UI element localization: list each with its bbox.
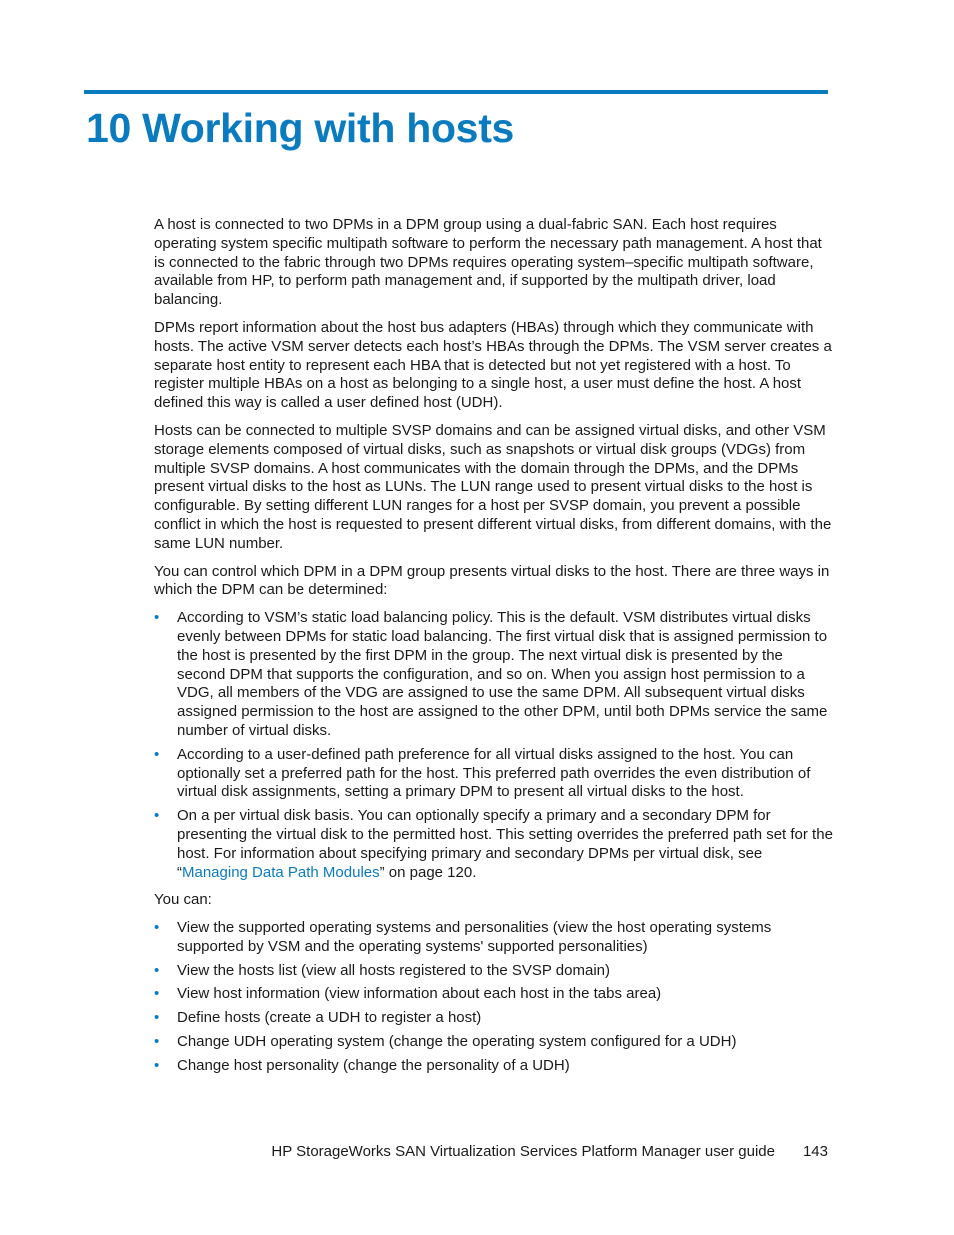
paragraph-dpm-control: You can control which DPM in a DPM group presents virtual disks to the host. There are three ways in which the DPM can be determined: xyxy=(154,562,830,599)
list-item: • According to VSM’s static load balancing policy. This is the default. VSM distributes virtual disks evenly between DPMs for static load balancing. The first virtual disk that is assigned permission to the host is presented by the first DPM in the group. The next virtual disk is presented by the second DPM that supports the configuration, and so on. When you assign host permission to a VDG, all members of the VDG are assigned to use the same DPM. All subsequent virtual disks assigned permission to the host are assigned to the other DPM, until both DPMs service the same number of virtual disks. xyxy=(154,609,834,741)
paragraph-intro: A host is connected to two DPMs in a DPM group using a dual-fabric SAN. Each host requires operating system specific multipath software to perform the necessary path management. A host that is connected to the fabric through two DPMs requires operating system–specific multipath software, available from HP, to perform path management and, if supported by the multipath driver, load balancing. xyxy=(154,216,822,309)
managing-data-path-modules-link[interactable]: Managing Data Path Modules xyxy=(182,863,380,881)
list-item xyxy=(154,807,834,882)
list-item-text: On a per virtual disk basis. You can optionally specify a primary and a secondary DPM for presenting the virtual disk to the permitted host. This setting overrides the preferred path set for the host. For information about specifying primary and secondary DPMs per virtual disk, see “ xyxy=(177,807,833,881)
list-item: • According to a user-defined path preference for all virtual disks assigned to the host. You can optionally set a preferred path for the host. This preferred path overrides the even distribution of virtual disk assignments, setting a primary DPM to present all virtual disks to the host. xyxy=(154,746,834,802)
you-can-label: You can: xyxy=(154,891,212,909)
list-item: • Change host personality (change the personality of a UDH) xyxy=(154,1057,834,1076)
paragraph-domains: Hosts can be connected to multiple SVSP domains and can be assigned virtual disks, and other VSM storage elements composed of virtual disks, such as snapshots or virtual disk groups (VDGs) from multiple SVSP domains. A host communicates with the domain through the DPMs, and the DPMs present virtual disks to the host as LUNs. The LUN range used to present virtual disks to the host is configurable. By setting different LUN ranges for a host per SVSP domain, you prevent a possible conflict in which the host is requested to present different virtual disks, from different domains, with the same LUN number. xyxy=(154,421,832,552)
actions-list xyxy=(154,919,834,1076)
page-footer xyxy=(200,1143,828,1160)
chapter-title: 10 Working with hosts xyxy=(86,105,515,151)
dpm-ways-list xyxy=(154,609,834,882)
page-number: 143 xyxy=(802,1143,828,1160)
list-item: • Change UDH operating system (change the operating system configured for a UDH) xyxy=(154,1033,834,1052)
list-item: • View the supported operating systems and personalities (view the host operating systems supported by VSM and the operating systems' supported personalities) xyxy=(154,919,834,957)
list-item-text: ” on page 120. xyxy=(379,863,477,881)
chapter-rule xyxy=(84,90,828,94)
list-item: • View host information (view information about each host in the tabs area) xyxy=(154,985,834,1004)
paragraph-hbas: DPMs report information about the host bus adapters (HBAs) through which they communicate with hosts. The active VSM server detects each host’s HBAs through the DPMs. The VSM server creates a separate host entity to represent each HBA that is detected but not yet registered with a host. To register multiple HBAs on a host as belonging to a single host, a user must define the host. A host defined this way is called a user defined host (UDH). xyxy=(154,318,832,412)
list-item: • Define hosts (create a UDH to register a host) xyxy=(154,1009,834,1028)
body-text xyxy=(154,216,834,1085)
list-item: • View the hosts list (view all hosts registered to the SVSP domain) xyxy=(154,962,834,981)
footer-title: HP StorageWorks SAN Virtualization Services Platform Manager user guide xyxy=(271,1143,775,1160)
